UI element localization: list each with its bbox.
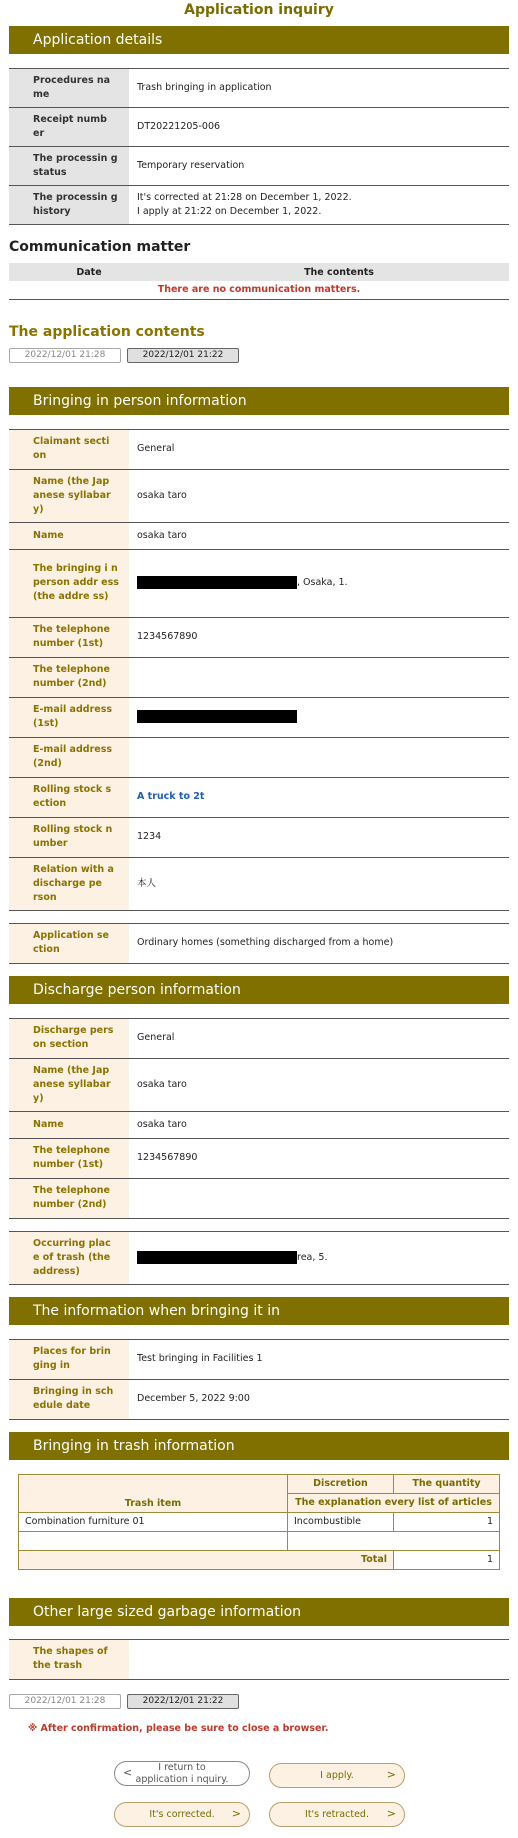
communication-table — [9, 263, 509, 300]
value-processing-status: Temporary reservation — [129, 147, 509, 186]
value-processing-history — [129, 186, 509, 225]
trash-table — [18, 1474, 500, 1570]
value-bp-address — [129, 549, 509, 617]
trash-place-table — [9, 1231, 509, 1285]
trash-col-item: Trash item — [19, 1474, 288, 1512]
comm-col-contents: The contents — [169, 263, 509, 281]
value-dp-tel1: 1234567890 — [129, 1138, 509, 1178]
trash-item-explanation — [288, 1531, 500, 1550]
history-line-2: I apply at 21:22 on December 1, 2022. — [137, 206, 322, 217]
bringing-info-table — [9, 1339, 509, 1420]
value-application-section: Ordinary homes (something discharged from a home) — [129, 923, 509, 963]
label-processing-status: The processin g status — [9, 147, 129, 186]
comm-empty-message: There are no communication matters. — [9, 281, 509, 299]
app-details-header: Application details — [9, 26, 509, 54]
page-title: Application inquiry — [184, 2, 334, 18]
redaction-bar — [137, 576, 297, 589]
value-rolling-stock-section[interactable]: A truck to 2t — [129, 777, 509, 817]
bp-address-suffix: , Osaka, 1. — [297, 577, 348, 588]
value-schedule-date: December 5, 2022 9:00 — [129, 1379, 509, 1419]
trash-col-explanation: The explanation every list of articles — [288, 1493, 500, 1512]
label-schedule-date: Bringing in sch edule date — [9, 1379, 129, 1419]
value-relation: 本人 — [129, 857, 509, 910]
label-rolling-stock-section: Rolling stock s ection — [9, 777, 129, 817]
corrected-button[interactable] — [114, 1802, 250, 1827]
trash-total-value: 1 — [394, 1550, 500, 1569]
trash-col-quantity: The quantity — [394, 1474, 500, 1493]
history-tabs — [0, 348, 518, 363]
apply-button[interactable] — [269, 1763, 405, 1788]
label-procedure-name: Procedures na me — [9, 69, 129, 108]
tab-history-2128-bottom[interactable]: 2022/12/01 21:28 — [9, 1694, 121, 1709]
label-bringing-place: Places for brin ging in — [9, 1339, 129, 1379]
label-processing-history: The processin g history — [9, 186, 129, 225]
label-relation: Relation with a discharge pe rson — [9, 857, 129, 910]
discharge-person-table — [9, 1018, 509, 1219]
label-application-section: Application se ction — [9, 923, 129, 963]
trash-info-header: Bringing in trash information — [9, 1432, 509, 1460]
label-receipt-number: Receipt numb er — [9, 108, 129, 147]
comm-col-date: Date — [9, 263, 169, 281]
trash-item-discretion: Incombustible — [288, 1512, 394, 1531]
label-dp-name: Name — [9, 1111, 129, 1138]
value-bp-tel2 — [129, 657, 509, 697]
redaction-bar — [137, 710, 297, 723]
chevron-right-icon: > — [386, 1807, 396, 1820]
tab-history-2122[interactable]: 2022/12/01 21:22 — [127, 348, 239, 363]
label-bp-tel1: The telephone number (1st) — [9, 617, 129, 657]
tab-history-2128[interactable]: 2022/12/01 21:28 — [9, 348, 121, 363]
bringing-info-header: The information when bringing it in — [9, 1297, 509, 1325]
trash-col-discretion: Discretion — [288, 1474, 394, 1493]
value-bp-email2 — [129, 737, 509, 777]
label-claimant-section: Claimant secti on — [9, 429, 129, 469]
value-trash-place — [129, 1231, 509, 1284]
application-contents-heading: The application contents — [9, 323, 205, 340]
value-procedure-name: Trash bringing in application — [129, 69, 509, 108]
large-garbage-header: Other large sized garbage information — [9, 1598, 509, 1626]
value-receipt-number: DT20221205-006 — [129, 108, 509, 147]
value-dp-tel2 — [129, 1178, 509, 1218]
trash-place-suffix: rea, 5. — [297, 1251, 328, 1263]
apply-button-label: I apply. — [320, 1769, 354, 1781]
label-dp-kana: Name (the Jap anese syllabar y) — [9, 1058, 129, 1111]
label-dp-tel2: The telephone number (2nd) — [9, 1178, 129, 1218]
bringing-person-header: Bringing in person information — [9, 387, 509, 415]
label-rolling-stock-number: Rolling stock n umber — [9, 817, 129, 857]
redaction-bar — [137, 1251, 297, 1264]
label-trash-place: Occurring plac e of trash (the address) — [9, 1231, 129, 1284]
label-trash-shapes: The shapes of the trash — [9, 1639, 129, 1679]
trash-item-name: Combination furniture 01 — [19, 1512, 288, 1531]
chevron-left-icon: < — [123, 1766, 133, 1779]
discharge-person-header: Discharge person information — [9, 976, 509, 1004]
close-browser-note: ※ After confirmation, please be sure to close a browser. — [28, 1722, 329, 1734]
return-button[interactable] — [114, 1761, 250, 1786]
trash-item-quantity: 1 — [394, 1512, 500, 1531]
label-dp-tel1: The telephone number (1st) — [9, 1138, 129, 1178]
retracted-button-label: It's retracted. — [305, 1808, 369, 1820]
value-dp-kana: osaka taro — [129, 1058, 509, 1111]
chevron-right-icon: > — [386, 1768, 396, 1781]
value-discharge-section: General — [129, 1018, 509, 1058]
tab-history-2122-bottom[interactable]: 2022/12/01 21:22 — [127, 1694, 239, 1709]
app-details-table — [9, 68, 509, 225]
label-bp-email2: E-mail address (2nd) — [9, 737, 129, 777]
communication-heading: Communication matter — [9, 239, 191, 255]
application-section-table — [9, 923, 509, 964]
value-trash-shapes — [129, 1639, 509, 1679]
history-line-1: It's corrected at 21:28 on December 1, 2022. — [137, 192, 352, 203]
value-bp-tel1: 1234567890 — [129, 617, 509, 657]
large-garbage-table — [9, 1639, 509, 1680]
value-rolling-stock-number: 1234 — [129, 817, 509, 857]
label-discharge-section: Discharge pers on section — [9, 1018, 129, 1058]
label-bp-address: The bringing i n person addr ess (the addre ss) — [9, 549, 129, 617]
chevron-right-icon: > — [231, 1807, 241, 1820]
label-bp-kana: Name (the Jap anese syllabar y) — [9, 469, 129, 522]
value-bringing-place: Test bringing in Facilities 1 — [129, 1339, 509, 1379]
value-dp-name: osaka taro — [129, 1111, 509, 1138]
label-bp-tel2: The telephone number (2nd) — [9, 657, 129, 697]
label-bp-email1: E-mail address (1st) — [9, 697, 129, 737]
trash-item-spacer — [19, 1531, 288, 1550]
value-bp-kana: osaka taro — [129, 469, 509, 522]
value-bp-name: osaka taro — [129, 522, 509, 549]
value-claimant-section: General — [129, 429, 509, 469]
history-tabs-bottom — [0, 1694, 518, 1709]
value-bp-email1 — [129, 697, 509, 737]
label-bp-name: Name — [9, 522, 129, 549]
bringing-person-table — [9, 429, 509, 911]
trash-total-label: Total — [19, 1550, 394, 1569]
corrected-button-label: It's corrected. — [149, 1808, 215, 1820]
retracted-button[interactable] — [269, 1802, 405, 1827]
return-button-label: I return to application i nquiry. — [135, 1761, 229, 1785]
